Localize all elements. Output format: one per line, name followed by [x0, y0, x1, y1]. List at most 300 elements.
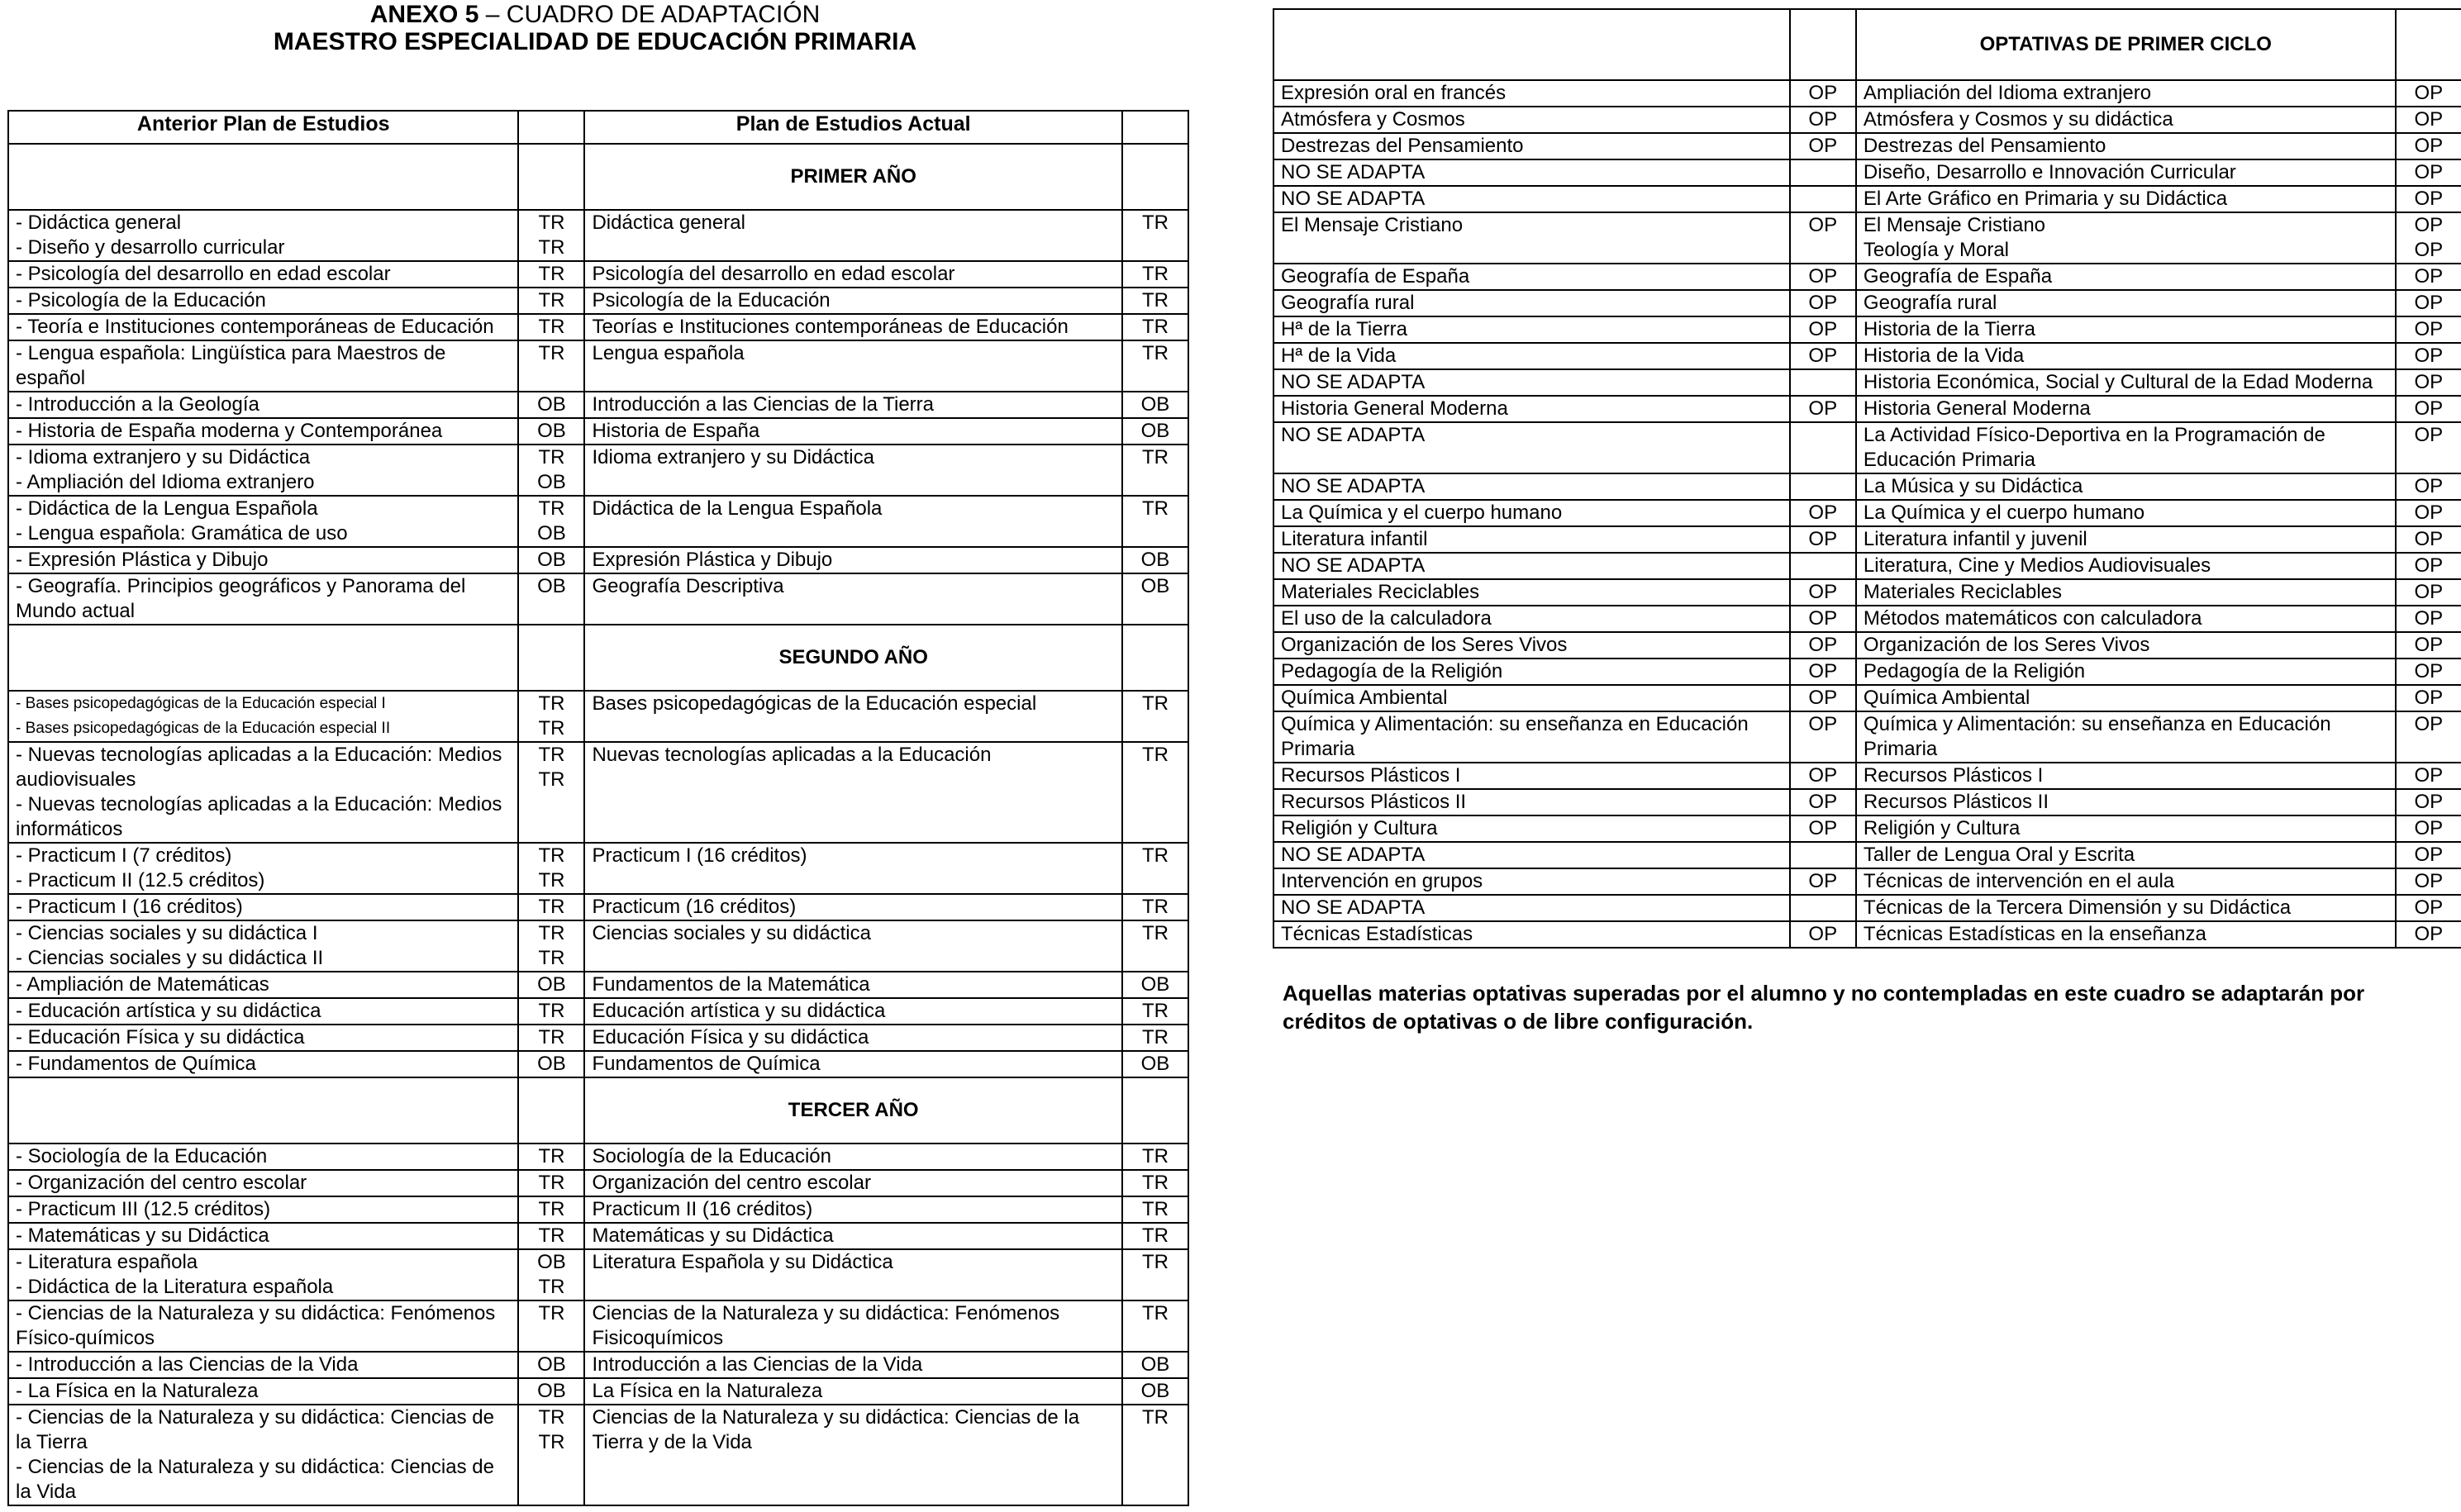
new-type [1122, 392, 1188, 418]
new-type [1122, 1249, 1188, 1300]
old-type-line: TR [538, 342, 565, 364]
new-type [2396, 316, 2461, 343]
new-type [1122, 288, 1188, 314]
new-type-line: OB [1140, 549, 1170, 571]
old-subject [8, 261, 518, 288]
new-type [2396, 290, 2461, 316]
new-subject [584, 1025, 1121, 1051]
new-type-line: OB [1140, 973, 1170, 996]
old-type-line: OB [537, 575, 566, 597]
new-type-line: OP [2414, 397, 2444, 420]
table-row [8, 1378, 1188, 1405]
old-subject [8, 418, 518, 445]
old-subject-line: - Teoría e Instituciones contemporáneas de Educación [16, 316, 494, 338]
new-subject-line: Idioma extranjero y su Didáctica [592, 446, 874, 468]
old-type [518, 742, 584, 843]
new-type-line: OP [2414, 82, 2444, 104]
table-row [8, 261, 1188, 288]
new-type-line: TR [1141, 692, 1169, 715]
annex-title [0, 2, 1190, 28]
table-row [1273, 868, 2461, 895]
table-row [1273, 685, 2461, 711]
new-type-line: OP [2414, 817, 2444, 839]
new-subject-line: Educación Física y su didáctica [592, 1026, 869, 1048]
old-type: OP [1790, 264, 1856, 290]
old-elective: Religión y Cultura [1273, 815, 1790, 842]
old-type [518, 1352, 584, 1378]
new-subject-line: Psicología del desarrollo en edad escolar [592, 263, 955, 285]
old-type [1790, 369, 1856, 396]
new-subject-line: Practicum I (16 créditos) [592, 844, 807, 867]
old-subject [8, 314, 518, 340]
table-row [1273, 80, 2461, 107]
new-elective [1856, 789, 2396, 815]
table-row [8, 210, 1188, 261]
new-type [2396, 473, 2461, 500]
old-type: OP [1790, 80, 1856, 107]
year-heading: TERCER AÑO [584, 1077, 1121, 1144]
new-type-line: TR [1141, 1026, 1169, 1048]
new-type-line: OP [2414, 764, 2444, 787]
new-type-line: OB [1140, 1380, 1170, 1402]
table-row [8, 691, 1188, 742]
old-subject-line: - Organización del centro escolar [16, 1172, 307, 1194]
new-type-line: OP [2414, 265, 2444, 288]
new-subject-line: Historia de España [592, 420, 760, 442]
new-type [1122, 1025, 1188, 1051]
new-elective [1856, 579, 2396, 606]
old-subject-line: - Didáctica de la Literatura española [16, 1276, 334, 1298]
old-elective: Química y Alimentación: su enseñanza en Educación Primaria [1273, 711, 1790, 763]
year-section-row [8, 1077, 1188, 1144]
new-type-line: TR [1141, 446, 1169, 468]
new-elective [1856, 815, 2396, 842]
table-row [1273, 133, 2461, 159]
specialty-subtitle: MAESTRO ESPECIALIDAD DE EDUCACIÓN PRIMARIA [273, 28, 917, 55]
old-type [518, 1144, 584, 1170]
new-type [1122, 418, 1188, 445]
header-old-type [518, 111, 584, 144]
old-elective: NO SE ADAPTA [1273, 369, 1790, 396]
new-subject [584, 261, 1121, 288]
old-type [518, 288, 584, 314]
table-row [8, 547, 1188, 573]
old-type-line: OB [537, 420, 566, 442]
old-subject-line: - Diseño y desarrollo curricular [16, 236, 285, 259]
old-type-line: OB [537, 393, 566, 416]
old-subject [8, 1170, 518, 1196]
old-type: OP [1790, 396, 1856, 422]
old-type-line: TR [538, 1198, 565, 1220]
new-subject [584, 843, 1121, 894]
new-elective [1856, 396, 2396, 422]
new-type [2396, 500, 2461, 526]
new-type-line: OP [2414, 791, 2444, 813]
new-type [2396, 632, 2461, 659]
new-elective-line: Literatura infantil y juvenil [1863, 528, 2087, 550]
new-subject [584, 288, 1121, 314]
new-elective [1856, 500, 2396, 526]
new-type-line: TR [1141, 497, 1169, 520]
new-subject [584, 496, 1121, 547]
old-type: OP [1790, 316, 1856, 343]
table-row [8, 1025, 1188, 1051]
new-type-line: OP [2414, 188, 2444, 210]
table-row [1273, 659, 2461, 685]
old-subject [8, 210, 518, 261]
old-elective: NO SE ADAPTA [1273, 553, 1790, 579]
new-type-line: OP [2414, 713, 2444, 735]
new-subject [584, 1300, 1121, 1352]
old-subject [8, 843, 518, 894]
old-elective: Historia General Moderna [1273, 396, 1790, 422]
new-type-line: OP [2414, 634, 2444, 656]
new-subject [584, 1249, 1121, 1300]
table-row [1273, 553, 2461, 579]
old-type-line: TR [538, 869, 565, 892]
new-type [2396, 107, 2461, 133]
old-type: OP [1790, 606, 1856, 632]
new-elective-line: Geografía rural [1863, 292, 1997, 314]
new-elective-line: Literatura, Cine y Medios Audiovisuales [1863, 554, 2211, 577]
new-type-line: OP [2414, 923, 2444, 945]
old-subject-line: - Idioma extranjero y su Didáctica [16, 446, 311, 468]
table-row [1273, 632, 2461, 659]
elective-header-title: OPTATIVAS DE PRIMER CICLO [1856, 9, 2396, 80]
new-type-line: OB [1140, 575, 1170, 597]
old-subject-line: - Matemáticas y su Didáctica [16, 1224, 269, 1247]
new-elective-line: La Actividad Físico-Deportiva en la Programación de Educación Primaria [1863, 424, 2325, 471]
new-type-line: TR [1141, 1172, 1169, 1194]
elective-header-new-type [2396, 9, 2461, 80]
old-type-line: OB [537, 1380, 566, 1402]
year-section-row [8, 625, 1188, 691]
old-type: OP [1790, 579, 1856, 606]
new-type-line: OP [2414, 554, 2444, 577]
new-subject [584, 210, 1121, 261]
new-elective [1856, 186, 2396, 212]
new-elective-line: Materiales Reciclables [1863, 581, 2063, 603]
table-row [1273, 422, 2461, 473]
new-type [2396, 685, 2461, 711]
old-elective: Pedagogía de la Religión [1273, 659, 1790, 685]
new-elective [1856, 659, 2396, 685]
old-subject [8, 1249, 518, 1300]
table-row [1273, 579, 2461, 606]
new-type [1122, 314, 1188, 340]
old-type [1790, 159, 1856, 186]
new-elective-line: Técnicas Estadísticas en la enseñanza [1863, 923, 2206, 945]
new-subject-line: Practicum (16 créditos) [592, 896, 797, 918]
new-subject [584, 340, 1121, 392]
new-subject [584, 392, 1121, 418]
new-type [1122, 547, 1188, 573]
new-subject-line: Practicum II (16 créditos) [592, 1198, 813, 1220]
old-subject-line: - Educación artística y su didáctica [16, 1000, 321, 1022]
table-row [1273, 159, 2461, 186]
table-row [1273, 290, 2461, 316]
old-type [518, 392, 584, 418]
new-type [1122, 972, 1188, 998]
new-elective [1856, 133, 2396, 159]
old-subject-line: - Educación Física y su didáctica [16, 1026, 305, 1048]
old-subject-line: - La Física en la Naturaleza [16, 1380, 259, 1402]
old-subject-line: - Historia de España moderna y Contemporánea [16, 420, 443, 442]
old-type-line: OB [537, 471, 566, 493]
new-elective [1856, 316, 2396, 343]
new-type-line: OB [1140, 420, 1170, 442]
new-type [2396, 264, 2461, 290]
table-row [8, 998, 1188, 1025]
new-type-line: OP [2414, 870, 2444, 892]
old-subject [8, 998, 518, 1025]
old-type: OP [1790, 212, 1856, 264]
new-type [1122, 340, 1188, 392]
new-subject [584, 1144, 1121, 1170]
new-type-line: OP [2414, 214, 2444, 236]
elective-header-old-type [1790, 9, 1856, 80]
new-type [1122, 1223, 1188, 1249]
old-subject-line: - Fundamentos de Química [16, 1053, 256, 1075]
table-row [8, 742, 1188, 843]
table-row [1273, 606, 2461, 632]
new-subject-line: Expresión Plástica y Dibujo [592, 549, 833, 571]
new-subject-line: Ciencias sociales y su didáctica [592, 922, 871, 944]
new-elective [1856, 473, 2396, 500]
new-subject [584, 573, 1121, 625]
new-subject [584, 1196, 1121, 1223]
old-type [518, 1051, 584, 1077]
old-type [518, 547, 584, 573]
new-type [2396, 659, 2461, 685]
old-type [518, 894, 584, 920]
new-type [1122, 998, 1188, 1025]
new-elective-line: Teología y Moral [1863, 239, 2010, 261]
new-type [2396, 343, 2461, 369]
new-type-line: OP [2414, 475, 2444, 497]
old-subject [8, 972, 518, 998]
table-row [8, 920, 1188, 972]
table-row [8, 392, 1188, 418]
header-new-type [1122, 111, 1188, 144]
new-elective [1856, 212, 2396, 264]
old-subject-line: - Didáctica general [16, 212, 182, 234]
new-subject [584, 445, 1121, 496]
old-type-line: TR [538, 1302, 565, 1324]
new-subject-line: Teorías e Instituciones contemporáneas de Educación [592, 316, 1069, 338]
old-type-line: TR [538, 1406, 565, 1429]
new-elective-line: Historia de la Tierra [1863, 318, 2035, 340]
new-elective [1856, 632, 2396, 659]
new-type-line: TR [1141, 922, 1169, 944]
old-subject-line: - Practicum I (16 créditos) [16, 896, 243, 918]
old-type [1790, 473, 1856, 500]
old-elective: NO SE ADAPTA [1273, 895, 1790, 921]
old-subject [8, 691, 518, 742]
new-elective [1856, 763, 2396, 789]
header-old-plan: Anterior Plan de Estudios [8, 111, 518, 144]
old-type [518, 1378, 584, 1405]
new-type-line: TR [1141, 1145, 1169, 1167]
section-blank [8, 144, 518, 210]
old-type [518, 691, 584, 742]
new-type-line: OP [2414, 502, 2444, 524]
old-type [518, 418, 584, 445]
table-row [1273, 842, 2461, 868]
new-elective-line: El Mensaje Cristiano [1863, 214, 2046, 236]
new-type [1122, 742, 1188, 843]
old-type-line: OB [537, 1353, 566, 1376]
table-row [8, 1249, 1188, 1300]
new-subject [584, 1170, 1121, 1196]
old-subject [8, 1352, 518, 1378]
old-elective: Atmósfera y Cosmos [1273, 107, 1790, 133]
section-blank [1122, 1077, 1188, 1144]
old-elective: Expresión oral en francés [1273, 80, 1790, 107]
old-type-line: OB [537, 1251, 566, 1273]
old-elective: La Química y el cuerpo humano [1273, 500, 1790, 526]
new-elective [1856, 343, 2396, 369]
old-type-line: TR [538, 1431, 565, 1453]
old-elective: Literatura infantil [1273, 526, 1790, 553]
old-type-line: TR [538, 717, 565, 739]
old-elective: Química Ambiental [1273, 685, 1790, 711]
new-elective [1856, 80, 2396, 107]
new-type [2396, 80, 2461, 107]
old-subject-line: - Literatura española [16, 1251, 198, 1273]
new-type [1122, 496, 1188, 547]
new-type-line: OB [1140, 1053, 1170, 1075]
new-subject-line: Didáctica general [592, 212, 745, 234]
header-new-plan: Plan de Estudios Actual [584, 111, 1121, 144]
new-elective [1856, 868, 2396, 895]
old-subject [8, 573, 518, 625]
old-subject [8, 1196, 518, 1223]
new-elective-line: Ampliación del Idioma extranjero [1863, 82, 2152, 104]
old-type [518, 1223, 584, 1249]
new-type [1122, 1378, 1188, 1405]
old-type [518, 1170, 584, 1196]
new-type [1122, 1170, 1188, 1196]
new-type-line: TR [1141, 1302, 1169, 1324]
old-subject-line: - Ciencias sociales y su didáctica II [16, 947, 324, 969]
old-type: OP [1790, 500, 1856, 526]
old-type: OP [1790, 526, 1856, 553]
new-type-line: OP [2414, 528, 2444, 550]
old-elective: El uso de la calculadora [1273, 606, 1790, 632]
new-subject-line: Organización del centro escolar [592, 1172, 871, 1194]
table-row [1273, 186, 2461, 212]
old-type: OP [1790, 659, 1856, 685]
table-row [8, 843, 1188, 894]
new-type [2396, 553, 2461, 579]
new-type [1122, 894, 1188, 920]
old-type-line: TR [538, 947, 565, 969]
new-type-line: OP [2414, 292, 2444, 314]
new-type [2396, 921, 2461, 948]
old-subject [8, 340, 518, 392]
old-type: OP [1790, 343, 1856, 369]
old-type [518, 314, 584, 340]
old-type-line: TR [538, 446, 565, 468]
old-type: OP [1790, 632, 1856, 659]
new-type-line: TR [1141, 844, 1169, 867]
new-type-line: OP [2414, 318, 2444, 340]
new-type [2396, 212, 2461, 264]
old-type-line: OB [537, 522, 566, 544]
new-type-line: OP [2414, 345, 2444, 367]
old-subject-line: - Introducción a la Geología [16, 393, 259, 416]
new-subject-line: Ciencias de la Naturaleza y su didáctica: Ciencias de la Tierra y de la Vida [592, 1406, 1080, 1453]
document-title [0, 2, 1190, 56]
new-elective [1856, 526, 2396, 553]
old-type [518, 340, 584, 392]
new-subject-line: Fundamentos de Química [592, 1053, 821, 1075]
new-type-line: TR [1141, 1224, 1169, 1247]
new-subject-line: Geografía Descriptiva [592, 575, 784, 597]
old-elective: Intervención en grupos [1273, 868, 1790, 895]
table-row [1273, 396, 2461, 422]
table-row [1273, 473, 2461, 500]
old-type [518, 261, 584, 288]
new-type-line: TR [1141, 1406, 1169, 1429]
old-subject-line: - Practicum III (12.5 créditos) [16, 1198, 271, 1220]
old-type: OP [1790, 763, 1856, 789]
new-type [1122, 843, 1188, 894]
old-type-line: TR [538, 1000, 565, 1022]
new-type [1122, 261, 1188, 288]
new-subject [584, 547, 1121, 573]
old-type [1790, 842, 1856, 868]
new-elective [1856, 369, 2396, 396]
new-type [2396, 895, 2461, 921]
old-type-line: OB [537, 1053, 566, 1075]
new-elective [1856, 921, 2396, 948]
new-type-line: OP [2414, 896, 2444, 919]
table-row [1273, 369, 2461, 396]
old-type-line: TR [538, 497, 565, 520]
old-elective: NO SE ADAPTA [1273, 159, 1790, 186]
new-type-line: TR [1141, 289, 1169, 311]
old-type [518, 573, 584, 625]
old-subject [8, 1144, 518, 1170]
old-type [518, 445, 584, 496]
new-subject-line: Literatura Española y su Didáctica [592, 1251, 893, 1273]
table-row [8, 1352, 1188, 1378]
new-type-line: OB [1140, 1353, 1170, 1376]
new-type-line: OP [2414, 108, 2444, 131]
old-subject [8, 496, 518, 547]
table-row [1273, 264, 2461, 290]
new-subject [584, 1405, 1121, 1505]
table-row [8, 1223, 1188, 1249]
new-subject-line: Introducción a las Ciencias de la Tierra [592, 393, 935, 416]
table-row [8, 894, 1188, 920]
new-type [2396, 711, 2461, 763]
section-blank [8, 1077, 518, 1144]
new-elective [1856, 895, 2396, 921]
elective-header-old [1273, 9, 1790, 80]
old-elective: NO SE ADAPTA [1273, 473, 1790, 500]
old-type-line: TR [538, 316, 565, 338]
table-row [8, 340, 1188, 392]
new-type [1122, 1144, 1188, 1170]
new-subject-line: La Física en la Naturaleza [592, 1380, 823, 1402]
old-subject-line: - Didáctica de la Lengua Española [16, 497, 318, 520]
table-row [1273, 711, 2461, 763]
new-subject-line: Psicología de la Educación [592, 289, 831, 311]
table-row [1273, 343, 2461, 369]
